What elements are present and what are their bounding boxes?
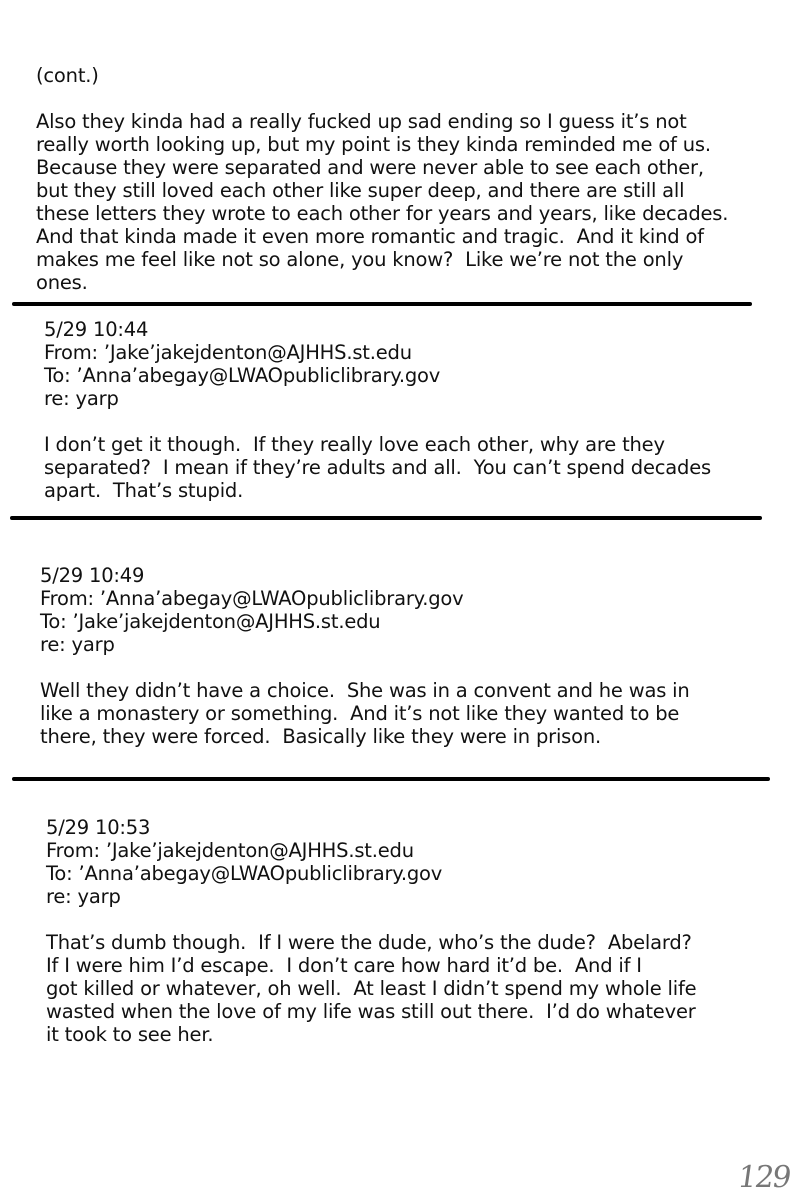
email-body-line: I don’t get it though. If they really love each other, why are they — [44, 433, 665, 456]
email-message — [40, 564, 690, 748]
spacer — [46, 908, 696, 931]
email-body-line: like a monastery or something. And it’s not like they wanted to be — [40, 702, 680, 725]
email-body-line: If I were him I’d escape. I don’t care how hard it’d be. And if I — [46, 954, 642, 977]
divider — [10, 516, 762, 520]
email-body-line: got killed or whatever, oh well. At least I didn’t spend my whole life — [46, 977, 697, 1000]
email-body-line: Well they didn’t have a choice. She was in a convent and he was in — [40, 679, 690, 702]
body-line: ones. — [36, 271, 88, 294]
body-line: makes me feel like not so alone, you know? Like we’re not the only — [36, 248, 684, 271]
email-body-line: it took to see her. — [46, 1023, 214, 1046]
page-number: 129 — [735, 1160, 792, 1195]
email-from: From: ’Jake’jakejdenton@AJHHS.st.edu — [46, 839, 414, 862]
email-subject: re: yarp — [40, 633, 115, 656]
spacer — [40, 656, 690, 679]
email-message — [46, 816, 696, 1046]
email-from: From: ’Anna’abegay@LWAOpubliclibrary.gov — [40, 587, 464, 610]
body-line: but they still loved each other like super deep, and there are still all — [36, 179, 685, 202]
email-message — [44, 318, 711, 502]
email-body-line: wasted when the love of my life was still out there. I’d do whatever — [46, 1000, 696, 1023]
body-line: Also they kinda had a really fucked up sad ending so I guess it’s not — [36, 110, 687, 133]
cont-label: (cont.) — [36, 64, 99, 87]
email-body-line: That’s dumb though. If I were the dude, who’s the dude? Abelard? — [46, 931, 692, 954]
divider — [12, 777, 770, 781]
email-to: To: ’Anna’abegay@LWAOpubliclibrary.gov — [46, 862, 443, 885]
email-datetime: 5/29 10:44 — [44, 318, 149, 341]
email-datetime: 5/29 10:49 — [40, 564, 145, 587]
body-line: really worth looking up, but my point is they kinda reminded me of us. — [36, 133, 711, 156]
body-line: Because they were separated and were never able to see each other, — [36, 156, 704, 179]
spacer — [44, 410, 711, 433]
email-to: To: ’Anna’abegay@LWAOpubliclibrary.gov — [44, 364, 441, 387]
body-line: these letters they wrote to each other for years and years, like decades. — [36, 202, 729, 225]
email-body-line: there, they were forced. Basically like they were in prison. — [40, 725, 602, 748]
email-datetime: 5/29 10:53 — [46, 816, 151, 839]
email-subject: re: yarp — [44, 387, 119, 410]
email-to: To: ’Jake’jakejdenton@AJHHS.st.edu — [40, 610, 381, 633]
continued-message — [36, 64, 728, 294]
body-line: And that kinda made it even more romantic and tragic. And it kind of — [36, 225, 704, 248]
email-subject: re: yarp — [46, 885, 121, 908]
divider — [12, 302, 752, 306]
email-from: From: ’Jake’jakejdenton@AJHHS.st.edu — [44, 341, 412, 364]
email-body-line: apart. That’s stupid. — [44, 479, 244, 502]
email-body-line: separated? I mean if they’re adults and all. You can’t spend decades — [44, 456, 711, 479]
spacer — [36, 87, 728, 110]
